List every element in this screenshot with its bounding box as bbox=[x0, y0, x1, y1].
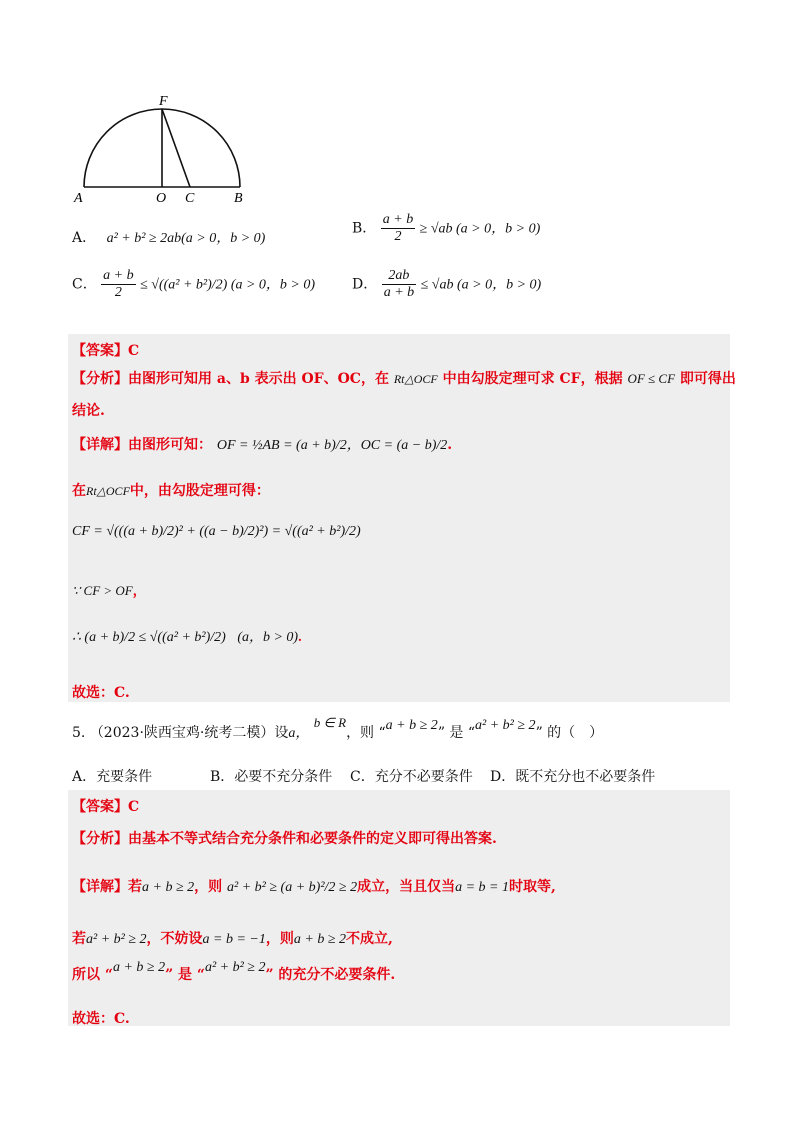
option-D-rest: ≤ √ab (a > 0，b > 0) bbox=[420, 277, 542, 293]
d1-expr: a² + b² ≥ (a + b)²/2 ≥ 2 bbox=[227, 880, 358, 895]
d2-pre: 若 bbox=[72, 931, 86, 947]
because-line bbox=[72, 580, 146, 599]
answer-line-1 bbox=[72, 340, 139, 360]
segment-CF bbox=[162, 109, 190, 187]
option-C-label: C． bbox=[72, 276, 97, 293]
d2-cond2: a + b ≥ 2 bbox=[293, 932, 347, 947]
option-D-denominator: a + b bbox=[383, 285, 415, 300]
cf-expression: CF = √(((a + b)/2)² + ((a − b)/2)²) = √((a² + b²)/2) bbox=[72, 524, 361, 539]
d1-then: ，则 bbox=[194, 879, 223, 895]
option-B-numerator: a + b bbox=[382, 212, 414, 227]
question-5-source: （2023·陕西宝鸡·统考二模）设 bbox=[89, 725, 289, 741]
option-C-denominator: 2 bbox=[114, 285, 122, 300]
q5-option-B-label: B． bbox=[210, 769, 235, 785]
detail-line-2 bbox=[72, 480, 270, 500]
d2-end: 不成立, bbox=[346, 931, 393, 947]
point-label-F: F bbox=[159, 94, 168, 109]
question-5-mid: ，则 “ bbox=[346, 725, 386, 741]
analysis-line-1 bbox=[72, 368, 736, 388]
d2-mid: ，不妨设 bbox=[146, 931, 203, 947]
detail-2-rt: Rt△OCF bbox=[86, 484, 130, 498]
point-label-A: A bbox=[74, 191, 83, 204]
option-B-fraction bbox=[381, 212, 415, 245]
option-D-numerator: 2ab bbox=[382, 268, 416, 285]
d3-end: ” 的充分不必要条件. bbox=[265, 967, 396, 983]
analysis-tag-2: 【分析】 bbox=[72, 831, 128, 847]
d3-mid: ” 是 “ bbox=[165, 967, 205, 983]
d2-eq: a = b = −1 bbox=[202, 932, 266, 947]
answer-tag-2: 【答案】 bbox=[72, 799, 128, 815]
d1-end: 时取等, bbox=[509, 879, 556, 895]
detail-2-pre: 在 bbox=[72, 483, 86, 499]
d2-cond: a² + b² ≥ 2 bbox=[86, 932, 147, 947]
point-label-O: O bbox=[156, 191, 167, 204]
d1-pre: 若 bbox=[128, 879, 142, 895]
point-label-C: C bbox=[185, 191, 195, 204]
because-text: ∵ CF > OF bbox=[72, 583, 133, 598]
option-D-label: D． bbox=[352, 276, 378, 293]
solution-block-2 bbox=[68, 790, 730, 1026]
option-A-label: A． bbox=[72, 230, 97, 246]
detail-line-2-3 bbox=[72, 960, 396, 984]
therefore-cond: (a，b > 0) bbox=[237, 630, 299, 645]
answer-tag-1: 【答案】 bbox=[72, 343, 128, 359]
d3-cond1: a + b ≥ 2 bbox=[112, 960, 166, 975]
q5-option-C-label: C． bbox=[350, 769, 375, 785]
detail-line-1 bbox=[72, 434, 452, 454]
analysis-tag-1: 【分析】 bbox=[72, 371, 128, 387]
analysis-text-2: 由基本不等式结合充分条件和必要条件的定义即可得出答案. bbox=[128, 831, 497, 847]
option-D[interactable] bbox=[352, 268, 541, 301]
question-5-number: 5. bbox=[72, 725, 86, 741]
option-C-rest: ≤ √((a² + b²)/2) (a > 0，b > 0) bbox=[140, 277, 316, 293]
option-B[interactable] bbox=[352, 212, 540, 245]
detail-of-expr: OF = ½AB = (a + b)/2，OC = (a − b)/2 bbox=[216, 438, 448, 453]
detail-2-post: 中，由勾股定理可得： bbox=[129, 483, 270, 499]
detail-period-1: . bbox=[447, 437, 453, 453]
option-C[interactable] bbox=[72, 268, 315, 301]
detail-line-2-2 bbox=[72, 928, 393, 948]
option-B-label: B． bbox=[352, 220, 377, 237]
detail-line-2-1 bbox=[72, 876, 556, 896]
analysis-text-1a: 由图形可知用 a、b 表示出 OF、OC，在 bbox=[128, 371, 389, 387]
q5-option-A[interactable] bbox=[72, 766, 152, 786]
q5-option-B[interactable] bbox=[210, 766, 332, 786]
solution-block-1 bbox=[68, 334, 730, 702]
therefore-line bbox=[72, 626, 302, 646]
analysis-line-1-cont: 结论. bbox=[72, 403, 105, 419]
option-B-rest: ≥ √ab (a > 0，b > 0) bbox=[419, 221, 541, 237]
detail-intro-1: 由图形可知： bbox=[128, 437, 212, 453]
question-5-cond1: a + b ≥ 2 bbox=[385, 718, 438, 733]
question-5-cond2: a² + b² ≥ 2 bbox=[475, 718, 536, 733]
question-5-is: ” 是 “ bbox=[437, 725, 476, 741]
detail-tag-2: 【详解】 bbox=[72, 879, 128, 895]
q5-option-D[interactable] bbox=[490, 766, 655, 786]
analysis-text-1c: 即可得出 bbox=[679, 371, 736, 387]
d3-cond2: a² + b² ≥ 2 bbox=[204, 960, 266, 975]
d2-then: ，则 bbox=[265, 931, 294, 947]
choose-line-2: 故选：C. bbox=[72, 1011, 130, 1027]
q5-option-D-text: 既不充分也不必要条件 bbox=[515, 769, 656, 785]
analysis-line-2 bbox=[72, 828, 497, 848]
analysis-condition: OF ≤ CF bbox=[627, 371, 676, 386]
answer-value-2: C bbox=[128, 799, 140, 815]
analysis-text-1b: 中由勾股定理可求 CF，根据 bbox=[442, 371, 623, 387]
option-C-numerator: a + b bbox=[103, 268, 134, 283]
q5-option-A-text: 充要条件 bbox=[96, 769, 153, 785]
analysis-rt-triangle: Rt△OCF bbox=[393, 372, 438, 386]
option-A-expr: a² + b² ≥ 2ab(a > 0，b > 0) bbox=[106, 231, 266, 246]
option-B-denominator: 2 bbox=[394, 229, 402, 244]
d1-eq: a = b = 1 bbox=[455, 880, 509, 895]
q5-option-C-text: 充分不必要条件 bbox=[374, 769, 473, 785]
point-label-B: B bbox=[234, 191, 243, 204]
therefore-expr: ∴ (a + b)/2 ≤ √((a² + b²)/2) bbox=[72, 630, 226, 645]
d1-post: 成立，当且仅当 bbox=[357, 879, 456, 895]
semicircle-figure bbox=[70, 92, 260, 204]
answer-line-2 bbox=[72, 796, 139, 816]
d1-cond: a + b ≥ 2 bbox=[142, 880, 195, 895]
option-A[interactable] bbox=[72, 227, 265, 247]
question-5-var-a: a， bbox=[288, 726, 310, 741]
because-comma: ， bbox=[132, 583, 146, 598]
question-5-var-b: b ∈ R bbox=[313, 715, 347, 730]
question-5 bbox=[72, 715, 604, 742]
d3-pre: 所以 “ bbox=[72, 967, 113, 983]
question-5-tail: ” 的（ ） bbox=[535, 725, 604, 741]
q5-option-D-label: D． bbox=[490, 769, 516, 785]
option-C-fraction bbox=[101, 268, 135, 301]
q5-option-B-text: 必要不充分条件 bbox=[234, 769, 333, 785]
therefore-period: . bbox=[298, 630, 302, 645]
q5-option-C[interactable] bbox=[350, 766, 473, 786]
answer-value-1: C bbox=[128, 343, 140, 359]
option-D-fraction bbox=[382, 268, 416, 301]
q5-option-A-label: A． bbox=[72, 769, 97, 785]
choose-line-1: 故选：C. bbox=[72, 685, 130, 701]
detail-tag-1: 【详解】 bbox=[72, 437, 128, 453]
